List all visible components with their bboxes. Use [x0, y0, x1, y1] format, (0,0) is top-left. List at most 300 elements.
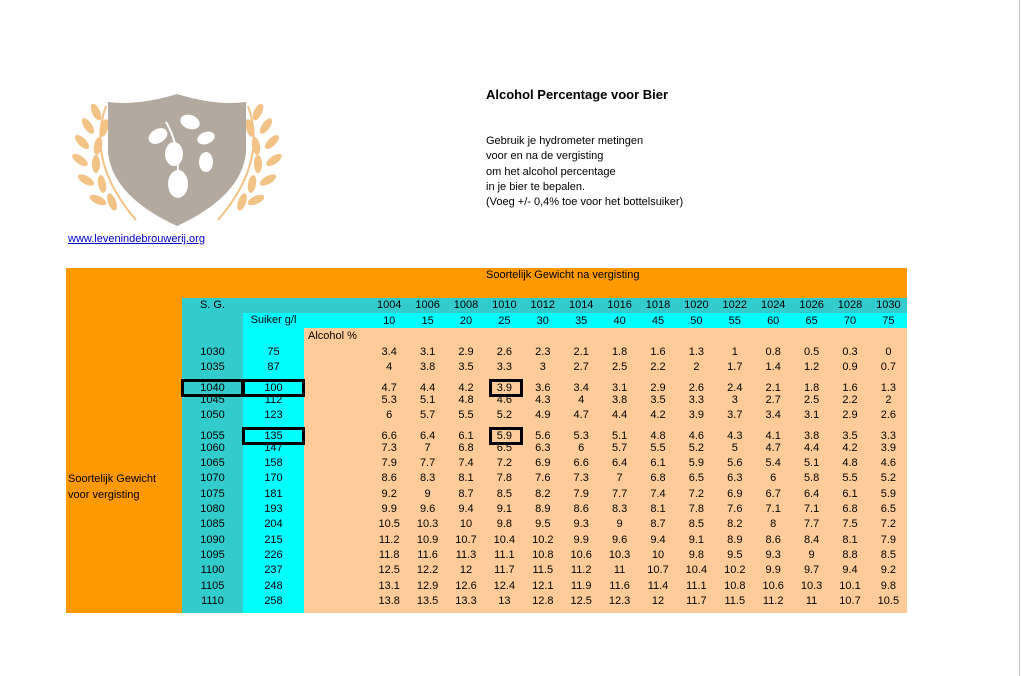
sugar-value: 75	[267, 346, 280, 358]
alcohol-value: 3.3	[688, 393, 705, 406]
alcohol-value: 3	[539, 361, 546, 374]
alcohol-value: 9.6	[611, 533, 628, 546]
alcohol-value: 11.5	[532, 564, 554, 577]
alcohol-value: 4.7	[573, 409, 589, 422]
sg-value: 1110	[201, 594, 224, 607]
alcohol-value: 1.8	[803, 381, 820, 394]
alcohol-value: 7.3	[573, 472, 589, 485]
page-title: Alcohol Percentage voor Bier	[486, 87, 669, 102]
fg-header: 1030	[876, 299, 901, 311]
sg-value: 1070	[200, 472, 225, 485]
fg-header: 1020	[684, 299, 709, 311]
alcohol-value: 5.5	[458, 409, 474, 422]
alcohol-value: 10.7	[455, 533, 477, 546]
alcohol-value: 2.3	[535, 346, 551, 358]
alcohol-value: 11.2	[378, 533, 400, 546]
alcohol-value: 3.5	[842, 429, 858, 442]
sg-value: 1050	[200, 409, 225, 422]
alcohol-value: 3.8	[419, 361, 436, 374]
alcohol-value: 4.7	[381, 381, 397, 394]
alcohol-value: 6	[386, 409, 393, 422]
highlight-value-box	[489, 427, 523, 445]
alcohol-value: 5.3	[381, 393, 397, 406]
alcohol-value: 1.6	[650, 346, 666, 358]
sugar-value: 158	[264, 457, 283, 470]
highlight-sugar-box	[242, 379, 305, 397]
alcohol-value: 3.6	[535, 381, 551, 394]
alcohol-value: 3.7	[727, 409, 743, 422]
alcohol-value: 5.5	[842, 472, 858, 485]
alcohol-value: 12.2	[416, 564, 439, 577]
highlight-sugar-box	[242, 427, 305, 445]
alcohol-value: 13.5	[416, 594, 439, 607]
alcohol-value: 9.7	[803, 564, 820, 577]
sg-value: 1060	[200, 441, 225, 454]
alcohol-value: 9.4	[650, 533, 666, 546]
brewery-logo	[66, 92, 288, 228]
row-header: Soortelijk Gewicht	[68, 473, 157, 485]
alcohol-value: 11.1	[494, 548, 515, 561]
alcohol-value: 2.1	[573, 346, 589, 358]
alcohol-value: 8.2	[727, 518, 743, 531]
final-sugar-header: 20	[459, 315, 473, 327]
page-edge-line	[1019, 0, 1020, 676]
alcohol-value: 5.9	[496, 429, 513, 442]
description	[486, 134, 683, 210]
alcohol-value: 9	[808, 548, 815, 561]
alcohol-value: 11.7	[686, 594, 707, 607]
alcohol-value: 5.5	[650, 441, 666, 454]
alcohol-value: 4.2	[650, 409, 666, 422]
alcohol-value: 5.2	[880, 472, 897, 485]
alcohol-value: 9	[424, 487, 431, 500]
alcohol-value: 9.2	[381, 487, 397, 500]
alcohol-value: 3.1	[803, 409, 820, 422]
fg-header: 1016	[607, 299, 632, 311]
alcohol-value: 1.3	[688, 346, 705, 358]
alcohol-value: 12	[651, 594, 665, 607]
alcohol-value: 8.1	[458, 472, 474, 485]
final-sugar-header: 55	[728, 315, 741, 327]
alcohol-value: 7.9	[880, 533, 897, 546]
fg-header: 1026	[799, 299, 824, 311]
alcohol-value: 7.7	[803, 518, 820, 531]
alcohol-value: 5.3	[573, 429, 589, 442]
alcohol-value: 4.6	[496, 393, 513, 406]
alcohol-label: Alcohol %	[308, 330, 357, 342]
alcohol-value: 4.8	[842, 457, 858, 470]
fg-header: 1028	[837, 299, 863, 311]
alcohol-value: 13.1	[378, 579, 400, 592]
alcohol-value: 10.3	[416, 518, 439, 531]
alcohol-value: 6.7	[765, 487, 781, 500]
alcohol-value: 6.8	[650, 472, 666, 485]
alcohol-value: 8.4	[803, 533, 820, 546]
alcohol-value: 8.9	[727, 533, 743, 546]
sugar-value: 170	[264, 472, 283, 485]
final-sugar-header: 30	[536, 315, 549, 327]
alcohol-value: 4.3	[727, 429, 743, 442]
fg-header: 1014	[568, 299, 594, 311]
alcohol-value: 11.6	[417, 548, 438, 561]
sg-value: 1100	[200, 564, 225, 577]
alcohol-value: 3.9	[496, 381, 513, 394]
alcohol-value: 11	[613, 564, 626, 577]
sg-value: 1095	[200, 548, 225, 561]
alcohol-value: 8.7	[458, 487, 474, 500]
alcohol-value: 5.7	[611, 441, 628, 454]
alcohol-value: 8.1	[650, 503, 666, 515]
alcohol-value: 9.3	[573, 518, 589, 531]
alcohol-value: 6.4	[611, 457, 628, 470]
alcohol-value: 1.3	[880, 381, 897, 394]
alcohol-value: 4.6	[880, 457, 897, 470]
alcohol-value: 4.8	[650, 429, 666, 442]
alcohol-value: 8.6	[765, 533, 781, 546]
alcohol-value: 0	[885, 346, 892, 358]
sugar-value: 100	[264, 381, 283, 394]
top-header: Soortelijk Gewicht na vergisting	[486, 269, 640, 281]
alcohol-value: 5.1	[419, 393, 436, 406]
alcohol-value: 2.9	[842, 409, 858, 422]
alcohol-value: 11.3	[455, 548, 477, 561]
alcohol-value: 6.1	[458, 429, 474, 442]
alcohol-value: 3.8	[803, 429, 820, 442]
alcohol-value: 10.8	[724, 579, 746, 592]
alcohol-value: 4.1	[765, 429, 781, 442]
sugar-value: 87	[267, 361, 280, 374]
alcohol-value: 6.8	[842, 503, 858, 515]
alcohol-value: 11.5	[724, 594, 746, 607]
sugar-value: 135	[264, 429, 283, 442]
sg-value: 1045	[200, 393, 225, 406]
alcohol-value: 1.7	[727, 361, 743, 374]
final-sugar-header: 65	[805, 315, 818, 327]
alcohol-value: 8.6	[573, 503, 589, 515]
alcohol-value: 6.6	[573, 457, 589, 470]
alcohol-value: 4.3	[535, 393, 551, 406]
alcohol-value: 4.7	[765, 441, 781, 454]
alcohol-value: 3.4	[573, 381, 589, 394]
sugar-value: 123	[264, 409, 283, 422]
alcohol-value: 6.1	[650, 457, 666, 470]
alcohol-value: 3.5	[650, 393, 666, 406]
final-sugar-header: 15	[421, 315, 434, 327]
alcohol-value: 7.9	[381, 457, 397, 470]
alcohol-value: 11.1	[686, 579, 707, 592]
alcohol-value: 7.5	[842, 518, 858, 531]
sg-label: S. G.	[199, 299, 226, 311]
alcohol-value: 7.9	[573, 487, 589, 500]
alcohol-value: 4	[578, 393, 585, 406]
alcohol-value: 6	[578, 441, 585, 454]
alcohol-value: 8.5	[688, 518, 705, 531]
fg-header: 1022	[722, 299, 748, 311]
alcohol-value: 10.6	[762, 579, 784, 592]
alcohol-value: 11	[805, 594, 818, 607]
alcohol-value: 10.7	[647, 564, 669, 577]
alcohol-value: 10.5	[378, 518, 400, 531]
alcohol-value: 9	[616, 518, 623, 531]
alcohol-value: 8.6	[381, 472, 397, 485]
alcohol-value: 4.4	[419, 381, 436, 394]
alcohol-value: 7.6	[535, 472, 551, 485]
alcohol-value: 5.7	[419, 409, 436, 422]
alcohol-value: 2.9	[458, 346, 474, 358]
alcohol-value: 10.3	[608, 548, 631, 561]
alcohol-value: 8	[770, 518, 777, 531]
alcohol-value: 2.6	[496, 346, 513, 358]
sg-value: 1080	[200, 503, 225, 515]
alcohol-value: 8.2	[535, 487, 551, 500]
alcohol-value: 7.8	[496, 472, 513, 485]
alcohol-value: 5.9	[880, 487, 897, 500]
alcohol-value: 9.6	[419, 503, 436, 515]
sugar-value: 204	[264, 518, 283, 531]
alcohol-value: 10.8	[532, 548, 554, 561]
alcohol-value: 5	[731, 441, 738, 454]
alcohol-value: 7.2	[880, 518, 897, 531]
alcohol-value: 12	[459, 564, 473, 577]
final-sugar-header: 50	[690, 315, 703, 327]
alcohol-value: 1.6	[842, 381, 858, 394]
alcohol-value: 7.6	[727, 503, 743, 515]
alcohol-value: 1.4	[765, 361, 781, 374]
final-sugar-header: 25	[498, 315, 511, 327]
sugar-value: 181	[264, 487, 283, 500]
alcohol-value: 9.9	[381, 503, 397, 515]
alcohol-value: 10	[651, 548, 665, 561]
final-sugar-header: 75	[882, 315, 895, 327]
alcohol-value: 8.8	[842, 548, 858, 561]
alcohol-value: 0.3	[842, 346, 858, 358]
alcohol-value: 5.8	[803, 472, 820, 485]
sugar-value: 237	[264, 564, 283, 577]
alcohol-value: 5.4	[765, 457, 781, 470]
alcohol-value: 9.5	[727, 548, 743, 561]
alcohol-value: 0.7	[880, 361, 897, 374]
alcohol-value: 6.5	[688, 472, 705, 485]
final-sugar-header: 45	[651, 315, 665, 327]
alcohol-value: 2.6	[688, 381, 705, 394]
fg-header: 1006	[415, 299, 440, 311]
alcohol-value: 8.5	[496, 487, 513, 500]
alcohol-value: 4.2	[842, 441, 858, 454]
sg-value: 1085	[200, 518, 225, 531]
alcohol-value: 8.3	[419, 472, 436, 485]
row-header: voor vergisting	[68, 489, 140, 501]
sugar-value: 112	[264, 393, 283, 406]
alcohol-value: 11.8	[378, 548, 400, 561]
alcohol-value: 5.6	[727, 457, 743, 470]
alcohol-value: 6.9	[727, 487, 743, 500]
alcohol-value: 9.8	[880, 579, 897, 592]
alcohol-value: 8.5	[880, 548, 897, 561]
alcohol-value: 7.1	[803, 503, 820, 515]
description-line: in je bier te bepalen.	[486, 180, 586, 193]
final-sugar-header: 60	[767, 315, 780, 327]
sg-value: 1075	[200, 487, 225, 500]
alcohol-value: 10.2	[532, 533, 554, 546]
sg-value: 1055	[200, 429, 225, 442]
final-sugar-header: 40	[613, 315, 626, 327]
alcohol-value: 9.9	[765, 564, 781, 577]
alcohol-value: 6.5	[880, 503, 897, 515]
alcohol-value: 12.6	[455, 579, 477, 592]
sugar-value: 193	[264, 503, 283, 515]
alcohol-value: 2.7	[573, 361, 589, 374]
description-line: (Voeg +/- 0,4% toe voor het bottelsuiker)	[486, 196, 684, 209]
alcohol-value: 2.2	[650, 361, 666, 374]
alcohol-value: 10.4	[493, 533, 516, 546]
alcohol-value: 7.2	[496, 457, 513, 470]
alcohol-value: 10.5	[877, 594, 900, 607]
alcohol-value: 10.1	[839, 579, 861, 592]
alcohol-value: 3	[731, 393, 738, 406]
alcohol-value: 3.4	[765, 409, 781, 422]
alcohol-value: 12.3	[608, 594, 631, 607]
alcohol-value: 10.3	[800, 579, 823, 592]
alcohol-value: 0.8	[765, 346, 781, 358]
alcohol-value: 5.2	[496, 409, 513, 422]
fg-header: 1018	[645, 299, 671, 311]
alcohol-value: 12.4	[493, 579, 516, 592]
alcohol-value: 2	[693, 361, 700, 374]
alcohol-value: 9.1	[688, 533, 705, 546]
alcohol-value: 2.5	[611, 361, 628, 374]
alcohol-value: 10	[459, 518, 473, 531]
alcohol-value: 13	[498, 594, 511, 607]
alcohol-value: 13.3	[455, 594, 477, 607]
alcohol-value: 11.7	[494, 564, 515, 577]
alcohol-value: 0.9	[842, 361, 858, 374]
alcohol-value: 3.3	[880, 429, 897, 442]
alcohol-value: 6.3	[727, 472, 743, 485]
alcohol-value: 10.7	[839, 594, 861, 607]
alcohol-value: 3.1	[611, 381, 628, 394]
alcohol-value: 8.7	[650, 518, 666, 531]
alcohol-value: 12.5	[570, 594, 592, 607]
alcohol-value: 7.1	[765, 503, 781, 515]
fg-header: 1010	[492, 299, 517, 311]
alcohol-value: 9.8	[496, 518, 513, 531]
alcohol-value: 11.2	[762, 594, 784, 607]
alcohol-value: 8.1	[842, 533, 858, 546]
alcohol-value: 12.8	[532, 594, 554, 607]
alcohol-value: 9.4	[842, 564, 858, 577]
fg-header: 1012	[530, 299, 556, 311]
alcohol-value: 6.5	[496, 441, 513, 454]
website-link[interactable]: www.levenindebrouwerij.org	[68, 233, 205, 245]
alcohol-value: 11.4	[647, 579, 669, 592]
alcohol-value: 7	[616, 472, 623, 485]
alcohol-value: 3.9	[688, 409, 705, 422]
alcohol-value: 7.3	[381, 441, 397, 454]
alcohol-value: 12.9	[416, 579, 439, 592]
alcohol-value: 9.3	[765, 548, 781, 561]
fg-header: 1008	[453, 299, 479, 311]
alcohol-value: 6.4	[419, 429, 436, 442]
alcohol-value: 4.4	[611, 409, 628, 422]
sugar-label: Suiker g/l	[250, 314, 297, 326]
alcohol-value: 7.8	[688, 503, 705, 515]
alcohol-value: 4.9	[535, 409, 551, 422]
alcohol-value: 0.5	[803, 346, 820, 358]
highlight-value-box	[489, 379, 523, 397]
alcohol-value: 10.4	[685, 564, 708, 577]
alcohol-value: 7.7	[419, 457, 436, 470]
alcohol-value: 6.9	[535, 457, 551, 470]
alcohol-value: 4	[386, 361, 393, 374]
alcohol-value: 9.5	[535, 518, 551, 531]
alcohol-value: 8.3	[611, 503, 628, 515]
alcohol-value: 2.1	[765, 381, 781, 394]
alcohol-value: 6.1	[842, 487, 858, 500]
alcohol-value: 2.4	[727, 381, 743, 394]
sugar-value: 258	[264, 594, 283, 607]
alcohol-value: 11.6	[609, 579, 630, 592]
alcohol-value: 2.6	[880, 409, 897, 422]
alcohol-value: 12.5	[378, 564, 400, 577]
alcohol-value: 1	[731, 346, 738, 358]
description-line: voor en na de vergisting	[486, 150, 604, 163]
alcohol-value: 9.8	[688, 548, 705, 561]
alcohol-value: 11.2	[570, 564, 592, 577]
alcohol-value: 5.9	[688, 457, 705, 470]
alcohol-value: 3.5	[458, 361, 474, 374]
alcohol-value: 10.6	[570, 548, 592, 561]
description-line: Gebruik je hydrometer metingen	[486, 135, 644, 147]
sg-value: 1105	[200, 579, 225, 592]
alcohol-value: 2.9	[650, 381, 666, 394]
alcohol-value: 8.9	[535, 503, 551, 515]
alcohol-value: 3.3	[496, 361, 513, 374]
alcohol-value: 6.6	[381, 429, 397, 442]
alcohol-value: 2.5	[803, 393, 820, 406]
alcohol-value: 10.2	[724, 564, 746, 577]
alcohol-value: 9.4	[458, 503, 474, 515]
alcohol-value: 3.8	[611, 393, 628, 406]
sugar-value: 226	[264, 548, 283, 561]
alcohol-value: 9.9	[573, 533, 589, 546]
alcohol-value: 3.1	[419, 346, 436, 358]
alcohol-value: 6	[770, 472, 777, 485]
alcohol-value: 7	[424, 441, 431, 454]
alcohol-value: 1.8	[611, 346, 628, 358]
alcohol-value: 5.1	[611, 429, 628, 442]
alcohol-value: 5.6	[535, 429, 551, 442]
final-sugar-header: 35	[575, 315, 588, 327]
alcohol-value: 4.2	[458, 381, 474, 394]
sg-value: 1035	[200, 361, 225, 374]
alcohol-value: 11.9	[570, 579, 592, 592]
alcohol-value: 9.1	[496, 503, 513, 515]
left-band	[66, 298, 182, 613]
alcohol-value: 2	[885, 393, 892, 406]
alcohol-value: 7.4	[458, 457, 474, 470]
alcohol-value: 2.2	[842, 393, 858, 406]
sg-value: 1030	[200, 346, 225, 358]
highlight-sg-box	[181, 379, 244, 397]
alcohol-value: 5.2	[688, 441, 705, 454]
alcohol-value: 12.1	[532, 579, 554, 592]
alcohol-value: 1.2	[803, 361, 820, 374]
fg-header: 1024	[760, 299, 786, 311]
alcohol-value: 2.7	[765, 393, 781, 406]
sg-value: 1065	[200, 457, 225, 470]
sg-value: 1040	[200, 381, 225, 394]
alcohol-value: 7.2	[688, 487, 705, 500]
